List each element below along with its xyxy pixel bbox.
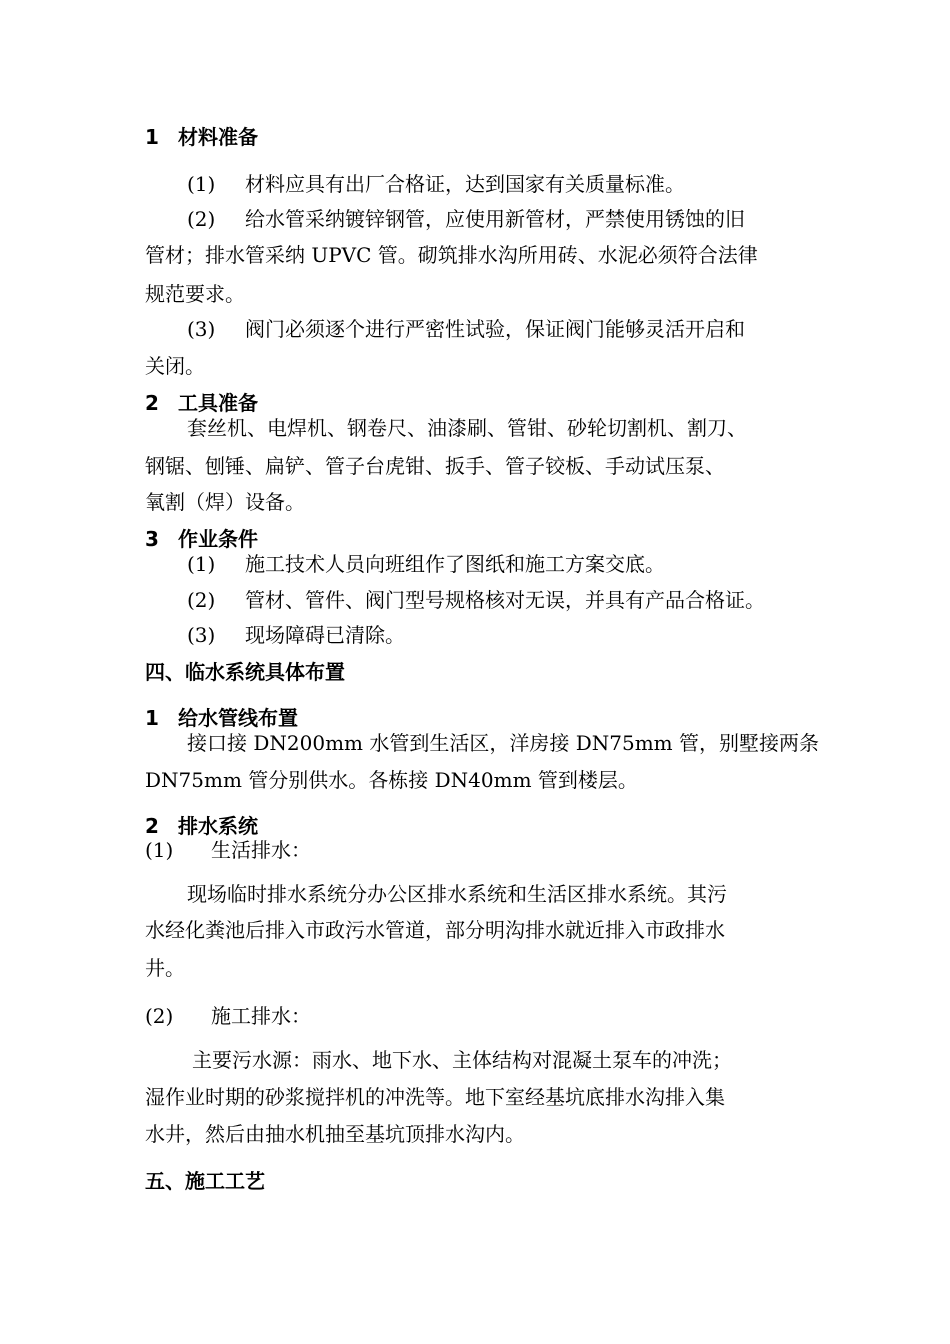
tools-line-2: 钢锯、刨锤、扁铲、管子台虎钳、扳手、管子铰板、手动试压泵、 bbox=[145, 454, 725, 478]
drainage-construction-line-3: 水井，然后由抽水机抽至基坑顶排水沟内。 bbox=[145, 1122, 525, 1146]
drainage-construction-line-2: 湿作业时期的砂浆搅拌机的冲洗等。地下室经基坑底排水沟排入集 bbox=[145, 1085, 725, 1109]
materials-item-2-line-2: 管材；排水管采纳 UPVC 管。砌筑排水沟所用砖、水泥必须符合法律 bbox=[145, 243, 758, 267]
tools-line-3: 氧割（焊）设备。 bbox=[145, 490, 305, 514]
conditions-item-1: (1) 施工技术人员向班组作了图纸和施工方案交底。 bbox=[187, 552, 665, 576]
section-heading-materials: 1 材料准备 bbox=[145, 125, 258, 149]
tools-line-1: 套丝机、电焊机、钢卷尺、油漆刷、管钳、砂轮切割机、割刀、 bbox=[187, 416, 747, 440]
conditions-item-3: (3) 现场障碍已清除。 bbox=[187, 623, 405, 647]
water-supply-line-2: DN75mm 管分别供水。各栋接 DN40mm 管到楼层。 bbox=[145, 768, 638, 792]
water-supply-line-1: 接口接 DN200mm 水管到生活区，洋房接 DN75mm 管，别墅接两条 bbox=[187, 731, 819, 755]
drainage-construction-line-1: 主要污水源：雨水、地下水、主体结构对混凝土泵车的冲洗； bbox=[192, 1048, 732, 1072]
section-heading-tools: 2 工具准备 bbox=[145, 391, 258, 415]
materials-item-2-line-3: 规范要求。 bbox=[145, 282, 245, 306]
drainage-domestic-heading: (1) 生活排水： bbox=[145, 838, 311, 862]
chapter-heading-layout: 四、临水系统具体布置 bbox=[145, 660, 345, 684]
drainage-domestic-line-1: 现场临时排水系统分办公区排水系统和生活区排水系统。其污 bbox=[187, 882, 727, 906]
chapter-heading-process: 五、施工工艺 bbox=[145, 1169, 265, 1193]
drainage-construction-heading: (2) 施工排水： bbox=[145, 1004, 311, 1028]
section-heading-conditions: 3 作业条件 bbox=[145, 527, 258, 551]
materials-item-2: (2) 给水管采纳镀锌钢管，应使用新管材，严禁使用锈蚀的旧 bbox=[187, 207, 745, 231]
section-heading-drainage: 2 排水系统 bbox=[145, 814, 258, 838]
materials-item-3-line-2: 关闭。 bbox=[145, 354, 205, 378]
conditions-item-2: (2) 管材、管件、阀门型号规格核对无误，并具有产品合格证。 bbox=[187, 588, 765, 612]
materials-item-3: (3) 阀门必须逐个进行严密性试验，保证阀门能够灵活开启和 bbox=[187, 317, 745, 341]
materials-item-1: (1) 材料应具有出厂合格证，达到国家有关质量标准。 bbox=[187, 172, 685, 196]
section-heading-water-supply: 1 给水管线布置 bbox=[145, 706, 298, 730]
drainage-domestic-line-3: 井。 bbox=[145, 956, 185, 980]
drainage-domestic-line-2: 水经化粪池后排入市政污水管道，部分明沟排水就近排入市政排水 bbox=[145, 918, 725, 942]
